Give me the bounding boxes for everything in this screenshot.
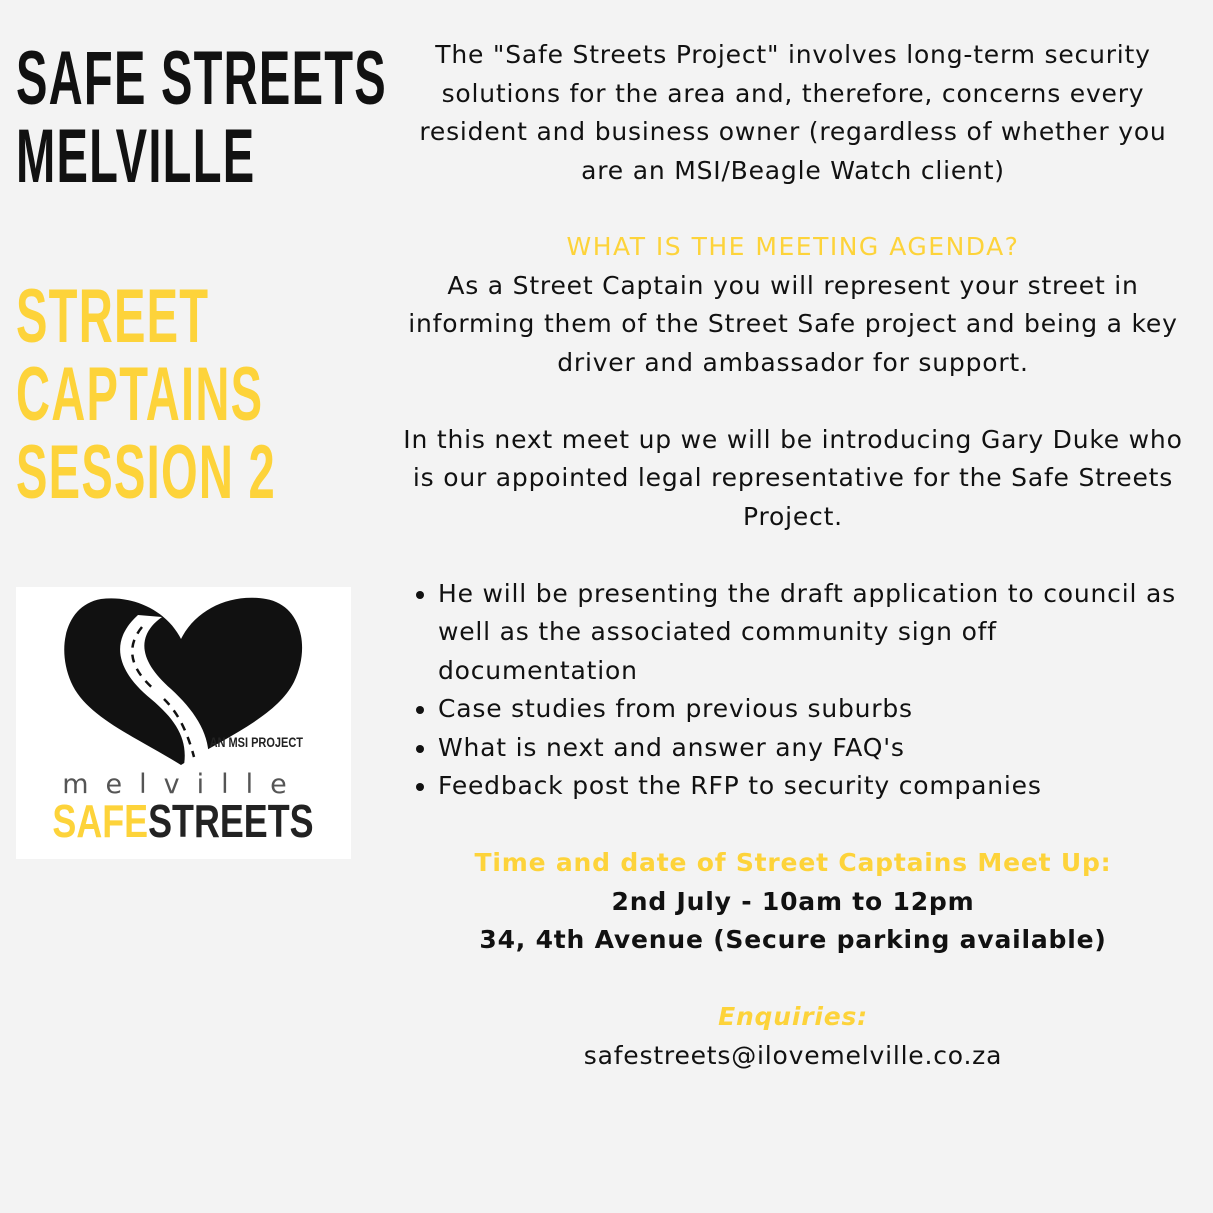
logo-word-safe: SAFE [52, 795, 149, 848]
meetup-datetime [398, 883, 1188, 922]
left-column [16, 36, 387, 515]
main-title-line-2: MELVILLE [16, 114, 256, 199]
content-column [398, 36, 1188, 1075]
logo-word-streets: STREETS [148, 795, 314, 848]
safestreets-logo [16, 587, 351, 859]
meetup-heading: Time and date of Street Captains Meet Up: [474, 848, 1112, 877]
logo-tagline: AN MSI PROJECT [209, 734, 303, 751]
meetup-date: 2nd July [611, 886, 732, 916]
agenda-paragraph-2: In this next meet up we will be introducing Gary Duke who is our appointed legal representative for the Safe Streets Project. [403, 424, 1183, 531]
main-title [16, 36, 388, 199]
enquiries-heading: Enquiries: [718, 1002, 868, 1031]
logo-graphic [16, 587, 351, 859]
meetup-address: 34, 4th Avenue (Secure parking available) [479, 925, 1107, 954]
intro-paragraph: The "Safe Streets Project" involves long-term security solutions for the area and, therefore, concerns every resident and business owner (regardless of whether you are an MSI/Beagle Watch client) [419, 40, 1167, 185]
main-title-line-1: SAFE STREETS [16, 36, 387, 121]
agenda-paragraph-1: As a Street Captain you will represent your street in informing them of the Street Safe project and being a key driver and ambassador for support. [408, 270, 1178, 377]
agenda-heading: WHAT IS THE MEETING AGENDA? [566, 232, 1020, 261]
agenda-bullet-list [398, 575, 1188, 806]
session-title-line-3: SESSION 2 [16, 430, 276, 515]
logo-word-melville: melville [62, 769, 304, 800]
logo-wordmark [52, 796, 313, 847]
session-title-line-2: CAPTAINS [16, 352, 264, 437]
agenda-bullet-item: • Case studies from previous suburbs [438, 690, 1188, 729]
session-title-line-1: STREET [16, 274, 210, 359]
agenda-bullet-item: • He will be presenting the draft application to council as well as the associated community sign off documentation [438, 575, 1188, 691]
session-title [16, 274, 301, 515]
agenda-bullet-item: • What is next and answer any FAQ's [438, 729, 1188, 768]
meetup-time: - 10am to 12pm [731, 886, 975, 916]
enquiries-email[interactable]: safestreets@ilovemelville.co.za [583, 1040, 1003, 1070]
agenda-bullet-item: • Feedback post the RFP to security companies [438, 767, 1188, 806]
